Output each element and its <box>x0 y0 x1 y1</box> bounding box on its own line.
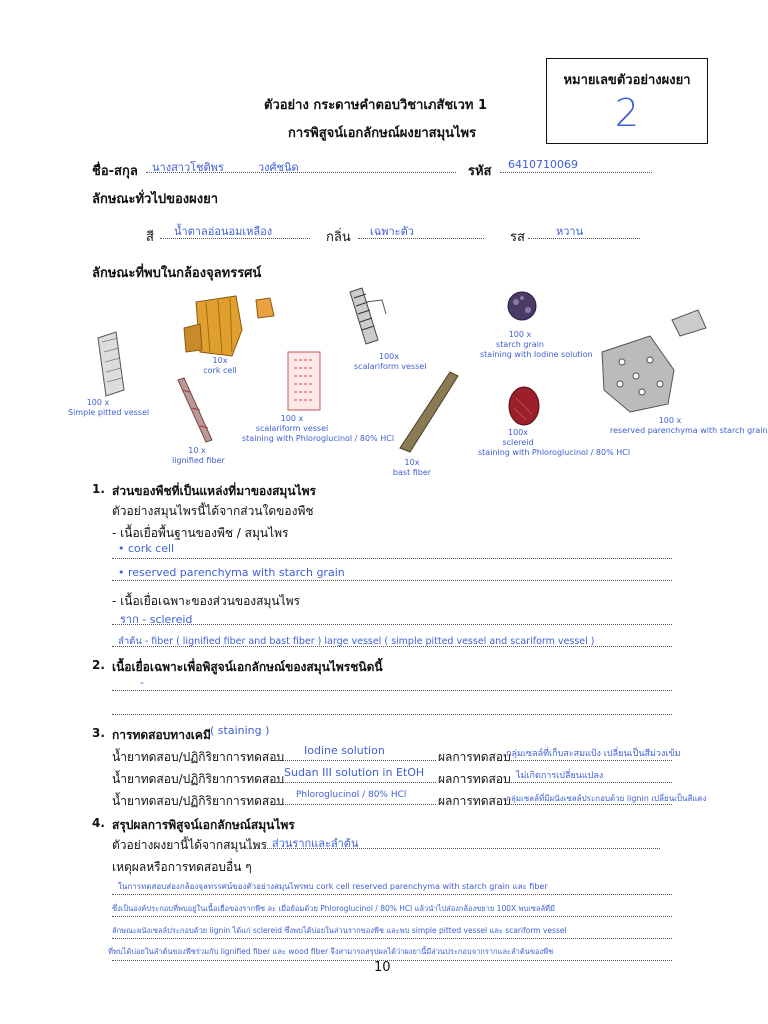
q4-reason-3: ลักษณะผนังเซลล์ประกอบด้วย lignin ได้แก่ sclereid ซึ่งพบได้บ่อยในส่วนรากของพืช และพบ simple pitted vessel และ scariform vessel <box>112 926 567 935</box>
caption-text: sclereid <box>502 438 534 447</box>
page-number: 10 <box>374 960 391 975</box>
parenchyma-drawing <box>602 310 706 412</box>
q3-result-line-2 <box>504 782 672 783</box>
caption-sclereid <box>478 428 631 458</box>
q3-result-label-1: ผลการทดสอบ <box>438 750 511 764</box>
q4-sub: ตัวอย่างผงยานี้ได้จากสมุนไพร <box>112 838 267 852</box>
q3-result-3: กลุ่มเซลล์ที่มีผนังเซลล์ประกอบด้วย lignin เปลี่ยนเป็นสีแดง <box>506 794 707 803</box>
page-title: ตัวอย่าง กระดาษคำตอบวิชาเภสัชเวท 1 <box>264 98 488 113</box>
q4-reason-1: ในการทดสอบส่องกล้องจุลทรรศน์ของตัวอย่างสมุนไพรพบ cork cell reserved parenchyma with starch grain และ fiber <box>118 882 548 891</box>
scalariform-phlo-drawing <box>288 352 320 410</box>
sample-box-label: หมายเลขตัวอย่างผงยา <box>563 73 691 88</box>
q1-sub: ตัวอย่างสมุนไพรนี้ได้จากส่วนใดของพืช <box>112 504 314 518</box>
caption-mag: 100 x <box>86 398 110 407</box>
q3-test-label-1: น้ำยาทดสอบ/ปฏิกิริยาการทดสอบ <box>112 750 285 764</box>
bast-fiber-drawing <box>400 372 458 452</box>
caption-mag: 10 x <box>188 446 206 455</box>
caption-text: lignified fiber <box>172 456 225 465</box>
lignified-fiber-drawing <box>178 378 212 442</box>
q4-heading: สรุปผลการพิสูจน์เอกลักษณ์สมุนไพร <box>112 818 295 832</box>
caption-text: cork cell <box>203 366 237 375</box>
q4-line-2 <box>112 916 672 917</box>
caption-scalariform-phlo <box>242 414 395 444</box>
q1-line-2 <box>112 580 672 581</box>
q2-line-2 <box>112 714 672 715</box>
q1-number: 1. <box>92 482 105 496</box>
caption-bast <box>392 458 432 478</box>
microscopy-drawings <box>60 280 768 480</box>
sclereid-drawing <box>509 387 539 425</box>
caption-cork <box>200 356 240 376</box>
caption-mag: 100x <box>378 352 399 361</box>
caption-note: staining with Iodine solution <box>480 350 593 359</box>
q2-number: 2. <box>92 658 105 672</box>
q2-heading: เนื้อเยื่อเฉพาะเพื่อพิสูจน์เอกลักษณ์ของสมุนไพรชนิดนี้ <box>112 660 383 674</box>
q4-line-4 <box>112 960 672 961</box>
q2-line-1 <box>112 690 672 691</box>
q1-heading: ส่วนของพืชที่เป็นแหล่งที่มาของสมุนไพร <box>112 484 316 498</box>
q3-reagent-line-2 <box>276 782 436 783</box>
scalariform-vessel-drawing <box>350 288 386 344</box>
caption-mag: 100 x <box>508 330 532 339</box>
taste-value: หวาน <box>556 225 584 238</box>
q1-line-1 <box>112 558 672 559</box>
taste-line <box>528 238 640 239</box>
cork-cell-drawing <box>184 296 274 356</box>
starch-grain-drawing <box>508 292 536 320</box>
q2-answer: - <box>140 676 144 689</box>
caption-mag: 100 x <box>280 414 304 423</box>
name-value: นางสาวโชติพร <box>152 161 224 174</box>
sample-number: 2 <box>614 91 640 135</box>
q3-reagent-3: Phloroglucinol / 80% HCl <box>296 790 407 800</box>
code-value: 6410710069 <box>508 158 578 171</box>
q4-reason-4: ที่พบได้บ่อยในลำต้นของพืชร่วมกับ lignified fiber และ wood fiber จึงสามารถสรุปผลได้ว่าผงยานี้มีส่วนประกอบจากรากและลำต้นของพืช <box>108 947 554 956</box>
q1-basic-2: • reserved parenchyma with starch grain <box>118 566 345 579</box>
q3-result-1: กลุ่มเซลล์ที่เก็บสะสมแป้ง เปลี่ยนเป็นสีม่วงเข้ม <box>506 749 681 759</box>
caption-mag: 10x <box>404 458 420 467</box>
q1-specific-1: ราก - sclereid <box>120 613 193 626</box>
q3-test-label-2: น้ำยาทดสอบ/ปฏิกิริยาการทดสอบ <box>112 772 285 786</box>
q3-heading: การทดสอบทางเคมี <box>112 728 211 742</box>
q3-reagent-line-1 <box>276 760 436 761</box>
surname-value: วงศ์ชนิด <box>258 161 299 174</box>
color-label: สี <box>146 230 154 245</box>
caption-starch <box>480 330 593 360</box>
caption-text: scalariform vessel <box>354 362 427 371</box>
caption-mag: 100 x <box>658 416 682 425</box>
q1-specific-label: - เนื้อเยื่อเฉพาะของส่วนของสมุนไพร <box>112 594 300 608</box>
q4-number: 4. <box>92 816 105 830</box>
code-label: รหัส <box>468 164 492 179</box>
caption-mag: 100x <box>507 428 528 437</box>
q4-line-1 <box>112 894 672 895</box>
caption-parenchyma <box>610 416 768 436</box>
page-subtitle: การพิสูจน์เอกลักษณ์ผงยาสมุนไพร <box>288 126 477 141</box>
caption-text: bast fiber <box>392 468 432 477</box>
caption-lignified <box>172 446 225 466</box>
caption-text: Simple pitted vessel <box>68 408 150 417</box>
code-line <box>500 172 652 173</box>
q1-line-3 <box>112 624 672 625</box>
smell-value: เฉพาะตัว <box>370 225 414 238</box>
q3-result-line-1 <box>504 760 672 761</box>
q3-test-label-3: น้ำยาทดสอบ/ปฏิกิริยาการทดสอบ <box>112 794 285 808</box>
smell-label: กลิ่น <box>326 230 351 245</box>
caption-text: scalariform vessel <box>255 424 329 433</box>
caption-note: staining with Phloroglucinol / 80% HCl <box>242 434 395 443</box>
caption-text: reserved parenchyma with starch grain <box>610 426 768 435</box>
q3-reagent-2: Sudan III solution in EtOH <box>284 766 425 779</box>
q3-result-label-2: ผลการทดสอบ <box>438 772 511 786</box>
q3-reagent-line-3 <box>276 804 436 805</box>
q4-sub-value: ส่วนรากและลำต้น <box>272 837 359 850</box>
caption-simple-pitted <box>68 398 150 418</box>
color-value: น้ำตาลอ่อนอมเหลือง <box>174 225 273 238</box>
caption-note: staining with Phloroglucinol / 80% HCl <box>478 448 631 457</box>
caption-text: starch grain <box>496 340 544 349</box>
caption-scalariform <box>354 352 427 372</box>
q1-specific-2: ลำต้น - fiber ( lignified fiber and bast fiber ) large vessel ( simple pitted vessel and scariform vessel ) <box>118 636 595 647</box>
q1-basic-1: • cork cell <box>118 542 175 555</box>
q3-result-label-3: ผลการทดสอบ <box>438 794 511 808</box>
name-label: ชื่อ-สกุล <box>92 164 138 179</box>
q4-reason-label: เหตุผลหรือการทดสอบอื่น ๆ <box>112 860 252 874</box>
q4-line-3 <box>112 938 672 939</box>
q1-basic-label: - เนื้อเยื่อพื้นฐานของพืช / สมุนไพร <box>112 526 289 540</box>
taste-label: รส <box>510 230 525 245</box>
simple-pitted-vessel-drawing <box>98 332 124 396</box>
q4-reason-2: ซึ่งเป็นองค์ประกอบที่พบอยู่ในเนื้อเยื่อของรากพืช ละ เมื่อย้อมด้วย Phloroglucinol / 80% HCl แล้วนำไปส่องกล้องขยาย 100X พบเซลล์ที่มี <box>112 904 555 913</box>
q3-number: 3. <box>92 726 105 740</box>
caption-mag: 10x <box>212 356 228 365</box>
sample-number-box <box>546 58 708 144</box>
q3-reagent-1: Iodine solution <box>304 744 385 757</box>
q3-result-2: ไม่เกิดการเปลี่ยนแปลง <box>516 771 604 781</box>
micro-heading: ลักษณะที่พบในกล้องจุลทรรศน์ <box>92 266 262 281</box>
q3-heading-note: ( staining ) <box>210 724 270 737</box>
general-heading: ลักษณะทั่วไปของผงยา <box>92 192 219 207</box>
